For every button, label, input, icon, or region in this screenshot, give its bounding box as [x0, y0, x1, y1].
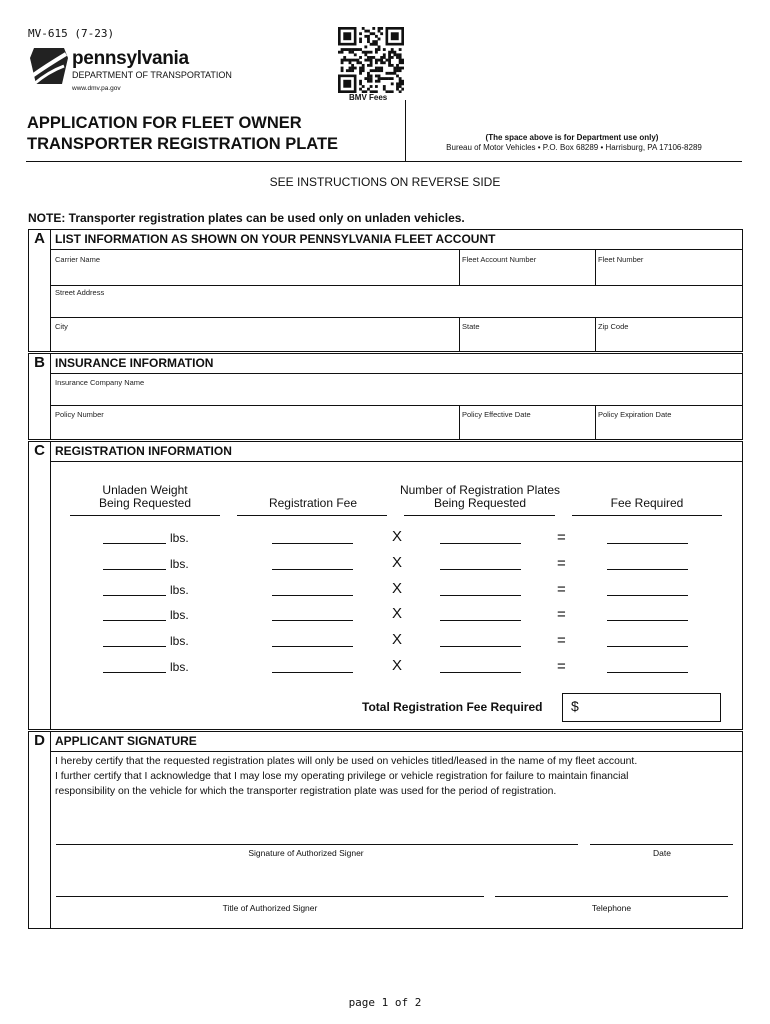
equals-sign: = [557, 529, 566, 546]
lbs-unit: lbs. [170, 531, 189, 545]
divider [459, 405, 460, 439]
qr-code-icon [338, 27, 404, 93]
divider [50, 285, 742, 286]
plate-count-input[interactable] [440, 620, 521, 621]
equals-sign: = [557, 606, 566, 624]
telephone-label: Telephone [591, 903, 632, 913]
section-b-title: INSURANCE INFORMATION [55, 356, 214, 370]
fee-required-input[interactable] [607, 543, 688, 544]
col-unladen-weight-line2: Being Requested [98, 496, 192, 510]
times-sign: X [392, 631, 403, 649]
fee-required-input[interactable] [607, 620, 688, 621]
department-use-note: (The space above is for Department use only) [485, 133, 659, 142]
section-c-title: REGISTRATION INFORMATION [55, 444, 232, 458]
divider [459, 249, 460, 285]
fleet-account-number-field[interactable]: Fleet Account Number [462, 255, 537, 264]
divider [50, 751, 742, 752]
policy-effective-date-field[interactable]: Policy Effective Date [462, 410, 531, 419]
weight-input[interactable] [103, 672, 166, 673]
equals-sign: = [557, 632, 566, 650]
title-line-2: TRANSPORTER REGISTRATION PLATE [27, 135, 339, 153]
registration-fee-input[interactable] [272, 569, 353, 570]
col-unladen-weight-line1: Unladen Weight [102, 483, 188, 497]
certification-text [55, 754, 637, 799]
fee-required-input[interactable] [607, 595, 688, 596]
weight-input[interactable] [103, 543, 166, 544]
times-sign: X [392, 579, 403, 597]
form-id: MV-615 (7-23) [28, 27, 115, 40]
qr-caption: BMV Fees [349, 93, 388, 102]
zip-code-field[interactable]: Zip Code [598, 322, 629, 331]
note-text: NOTE: Transporter registration plates can be used only on unladen vehicles. [28, 211, 465, 225]
lbs-unit: lbs. [170, 556, 189, 571]
carrier-name-field[interactable]: Carrier Name [55, 255, 101, 264]
equals-sign: = [557, 658, 566, 675]
section-d [28, 731, 743, 929]
lbs-unit: lbs. [170, 608, 189, 623]
col-registration-fee: Registration Fee [268, 496, 358, 510]
cert-line-2: I further certify that I acknowledge that I may lose my operating privilege or vehicle registration for failure to maintain financial [55, 771, 629, 782]
times-sign: X [392, 657, 403, 674]
registration-fee-input[interactable] [272, 543, 353, 544]
city-field[interactable]: City [55, 322, 68, 331]
insurance-company-field[interactable]: Insurance Company Name [55, 378, 145, 387]
signature-field[interactable] [56, 844, 578, 845]
registration-fee-input[interactable] [272, 646, 353, 647]
weight-input[interactable] [103, 646, 166, 647]
fleet-number-field[interactable]: Fleet Number [598, 255, 644, 264]
plate-count-input[interactable] [440, 543, 521, 544]
divider [50, 249, 742, 250]
title-line-1: APPLICATION FOR FLEET OWNER [27, 114, 302, 132]
col-unladen-weight [70, 484, 220, 510]
section-a-letter: A [29, 230, 51, 351]
divider [595, 249, 596, 285]
policy-number-field[interactable]: Policy Number [55, 410, 104, 419]
times-sign: X [392, 553, 403, 571]
section-a-title: LIST INFORMATION AS SHOWN ON YOUR PENNSYLVANIA FLEET ACCOUNT [55, 232, 496, 246]
equals-sign: = [557, 580, 566, 598]
divider [50, 317, 742, 318]
equals-sign: = [557, 554, 566, 572]
bureau-address: Bureau of Motor Vehicles • P.O. Box 68289 • Harrisburg, PA 17106-8289 [446, 143, 702, 152]
col-number-of-plates [385, 484, 575, 510]
weight-input[interactable] [103, 620, 166, 621]
street-address-field[interactable]: Street Address [55, 288, 105, 297]
section-c-letter: C [29, 442, 51, 729]
registration-fee-input[interactable] [272, 595, 353, 596]
fee-required-input[interactable] [607, 569, 688, 570]
col-underline [70, 515, 220, 516]
section-b-letter: B [29, 354, 51, 439]
header-rule [26, 161, 742, 162]
cert-line-3: responsibility on the vehicle for which the transporter registration plate was used for the period of registration. [55, 786, 557, 797]
divider [459, 317, 460, 351]
instructions-text: SEE INSTRUCTIONS ON REVERSE SIDE [269, 175, 501, 189]
col-fee-required: Fee Required [610, 496, 684, 510]
divider [595, 317, 596, 351]
dollar-sign: $ [571, 698, 579, 714]
plate-count-input[interactable] [440, 646, 521, 647]
divider [50, 405, 742, 406]
logo-name: pennsylvania [72, 48, 189, 69]
divider [595, 405, 596, 439]
divider [50, 373, 742, 374]
keystone-logo-icon [28, 46, 70, 86]
divider [50, 461, 742, 462]
col-underline [572, 515, 722, 516]
fee-required-input[interactable] [607, 672, 688, 673]
times-sign: X [392, 528, 403, 545]
logo-url: www.dmv.pa.gov [72, 85, 121, 92]
telephone-field[interactable] [495, 896, 728, 897]
times-sign: X [392, 605, 403, 623]
total-fee-label: Total Registration Fee Required [362, 700, 543, 714]
title-label: Title of Authorized Signer [222, 903, 318, 913]
cert-line-1: I hereby certify that the requested registration plates will only be used on vehicles titled/leased in the name of my fleet account. [55, 756, 638, 767]
date-field[interactable] [590, 844, 733, 845]
lbs-unit: lbs. [170, 582, 189, 597]
title-field[interactable] [56, 896, 484, 897]
section-a [28, 229, 743, 352]
policy-expiration-date-field[interactable]: Policy Expiration Date [598, 410, 672, 419]
plate-count-input[interactable] [440, 569, 521, 570]
col-number-of-plates-line2: Being Requested [433, 496, 527, 510]
weight-input[interactable] [103, 569, 166, 570]
col-underline [237, 515, 387, 516]
page-number: page 1 of 2 [348, 996, 422, 1009]
total-fee-field[interactable] [562, 693, 721, 722]
logo-dept: DEPARTMENT OF TRANSPORTATION [72, 70, 232, 80]
plate-count-input[interactable] [440, 595, 521, 596]
plate-count-input[interactable] [440, 672, 521, 673]
header-divider [405, 100, 406, 162]
col-underline [404, 515, 555, 516]
state-field[interactable]: State [462, 322, 480, 331]
registration-fee-input[interactable] [272, 620, 353, 621]
lbs-unit: lbs. [170, 660, 189, 674]
col-number-of-plates-line1: Number of Registration Plates [399, 483, 561, 497]
section-d-title: APPLICANT SIGNATURE [55, 734, 197, 748]
section-d-letter: D [29, 732, 51, 928]
fee-required-input[interactable] [607, 646, 688, 647]
date-label: Date [653, 848, 671, 858]
registration-fee-input[interactable] [272, 672, 353, 673]
weight-input[interactable] [103, 595, 166, 596]
signature-label: Signature of Authorized Signer [248, 848, 364, 858]
lbs-unit: lbs. [170, 634, 189, 649]
section-b [28, 353, 743, 440]
